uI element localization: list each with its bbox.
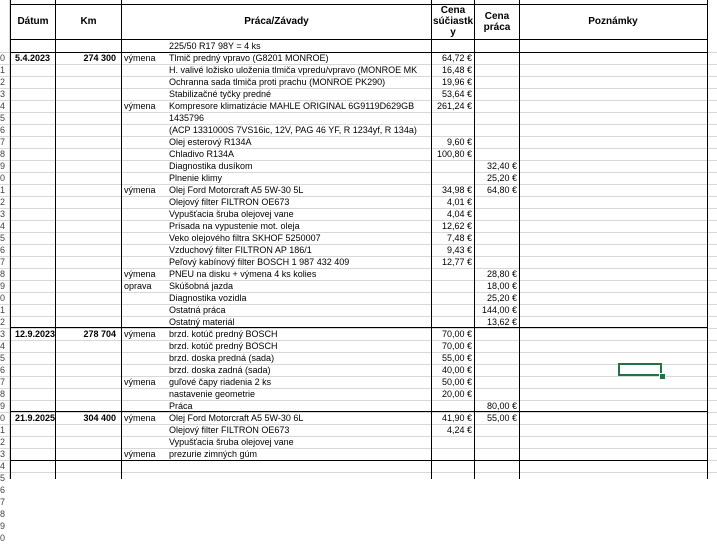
cell-praca[interactable]: Vzduchový filter FILTRON AP 186/1	[169, 245, 312, 255]
row-header[interactable]: 2	[0, 437, 6, 447]
cell-datum[interactable]: 12.9.2023	[15, 329, 56, 339]
header-cena-praca	[475, 11, 519, 33]
cell-praca[interactable]: Chladivo R134A	[169, 149, 235, 159]
cell-praca[interactable]: Vypušťacia šruba olejovej vane	[169, 209, 294, 219]
row-header[interactable]: 5	[0, 353, 6, 363]
cell-praca[interactable]: Diagnostika vozidla	[169, 293, 247, 303]
row-header[interactable]: 1	[0, 425, 6, 435]
cell-praca[interactable]: 1435796	[169, 113, 205, 123]
row-header[interactable]: 8	[0, 269, 6, 279]
cell-praca[interactable]: (ACP 1331000S 7VS16ic, 12V, PAG 46 YF, R 1234yf, R 134a)	[169, 125, 417, 135]
row-header[interactable]: 8	[0, 389, 6, 399]
cell-praca[interactable]: brzd. kotúč predný BOSCH	[169, 341, 278, 351]
gridline-row	[0, 472, 717, 473]
row-header[interactable]: 6	[0, 245, 6, 255]
cell-cena-suciastky[interactable]: 41,90 €	[441, 413, 472, 423]
row-header[interactable]: 9	[0, 521, 6, 531]
cell-praca[interactable]: Olej Ford Motorcraft A5 5W-30 6L	[169, 413, 304, 423]
row-header[interactable]: 2	[0, 197, 6, 207]
cell-action[interactable]: výmena	[124, 185, 156, 195]
cell-praca[interactable]: Tlmič predný vpravo (G8201 MONROE)	[169, 53, 329, 63]
row-header[interactable]: 2	[0, 77, 6, 87]
row-header[interactable]: 8	[0, 509, 6, 519]
row-header[interactable]: 0	[0, 53, 6, 63]
cell-praca[interactable]: Ochranna sada tlmiča proti prachu (MONROE PK290)	[169, 77, 386, 87]
cell-km[interactable]: 274 300	[83, 53, 116, 63]
table-border-top	[10, 4, 707, 5]
row-header[interactable]: 0	[0, 293, 6, 303]
row-header[interactable]: 7	[0, 497, 6, 507]
row-header[interactable]: 5	[0, 233, 6, 243]
table-border-vertical	[431, 0, 432, 479]
table-border-group	[10, 460, 707, 461]
cell-praca[interactable]: Veko olejového filtra SKHOF 5250007	[169, 233, 321, 243]
table-border-vertical	[474, 0, 475, 479]
header-km: Km	[80, 16, 97, 27]
row-header[interactable]: 1	[0, 185, 6, 195]
cell-praca[interactable]: Prísada na vypustenie mot. oleja	[169, 221, 300, 231]
cell-praca[interactable]: brzd. doska zadná (sada)	[169, 365, 271, 375]
cell-praca[interactable]: PNEU na disku + výmena 4 ks kolies	[169, 269, 317, 279]
header-cena-suciastky-line1: Cena	[440, 5, 466, 16]
row-header[interactable]: 5	[0, 113, 6, 123]
cell-praca[interactable]: Diagnostika dusíkom	[169, 161, 253, 171]
row-header[interactable]: 1	[0, 305, 6, 315]
header-cena-praca-line2: práca	[483, 22, 511, 33]
row-header[interactable]: 8	[0, 149, 6, 159]
cell-action[interactable]: výmena	[124, 329, 156, 339]
cell-datum[interactable]: 5.4.2023	[15, 53, 51, 63]
cell-action[interactable]: výmena	[124, 101, 156, 111]
cell-cena-suciastky[interactable]: 20,00 €	[441, 389, 472, 399]
row-header[interactable]: 3	[0, 209, 6, 219]
table-border-vertical	[707, 0, 708, 479]
cell-action[interactable]: výmena	[124, 377, 156, 387]
cell-cena-praca[interactable]: 32,40 €	[486, 161, 517, 171]
cell-praca[interactable]: Práca	[169, 401, 193, 411]
row-header[interactable]: 4	[0, 461, 6, 471]
row-header[interactable]: 1	[0, 65, 6, 75]
cell-cena-suciastky[interactable]: 12,77 €	[441, 257, 472, 267]
row-header[interactable]: 9	[0, 161, 6, 171]
row-header[interactable]: 4	[0, 221, 6, 231]
row-header[interactable]: 0	[0, 413, 6, 423]
cell-cena-praca[interactable]: 80,00 €	[486, 401, 517, 411]
cell-praca[interactable]: brzd. doska predná (sada)	[169, 353, 275, 363]
cell-cena-praca[interactable]: 64,80 €	[486, 185, 517, 195]
cell-km[interactable]: 304 400	[83, 413, 116, 423]
cell-praca[interactable]: Stabilizačné tyčky predné	[169, 89, 272, 99]
cell-praca[interactable]: Kompresore klimatizácie MAHLE ORIGINAL 6G9119D629GB	[169, 101, 415, 111]
row-header[interactable]: 4	[0, 341, 6, 351]
header-cena-praca-line1: Cena	[484, 11, 510, 22]
cell-cena-suciastky[interactable]: 50,00 €	[441, 377, 472, 387]
row-header[interactable]: 6	[0, 485, 6, 495]
cell-cena-suciastky[interactable]: 55,00 €	[441, 353, 472, 363]
cell-cena-praca[interactable]: 25,20 €	[486, 293, 517, 303]
header-cena-suciastky-line3: y	[450, 27, 456, 38]
cell-praca[interactable]: Olej esterový R134A	[169, 137, 252, 147]
cell-praca[interactable]: brzd. kotúč predný BOSCH	[169, 329, 278, 339]
header-praca-zavady: Práca/Závady	[244, 16, 309, 27]
row-header[interactable]: 0	[0, 173, 6, 183]
cell-praca[interactable]: Olejový filter FILTRON OE673	[169, 425, 290, 435]
cell-cena-suciastky[interactable]: 40,00 €	[441, 365, 472, 375]
cell-praca[interactable]: Ostatný materiál	[169, 317, 235, 327]
cell-praca[interactable]: Olejový filter FILTRON OE673	[169, 197, 290, 207]
cell-praca[interactable]: Ostatná práca	[169, 305, 226, 315]
selected-cell[interactable]	[618, 363, 662, 376]
row-header[interactable]: 7	[0, 257, 6, 267]
cell-km[interactable]: 278 704	[83, 329, 116, 339]
row-header[interactable]: 4	[0, 101, 6, 111]
table-border-vertical	[519, 0, 520, 479]
row-header[interactable]: 5	[0, 473, 6, 483]
row-header[interactable]: 7	[0, 377, 6, 387]
cell-action[interactable]: výmena	[124, 269, 156, 279]
table-border-vertical	[10, 0, 11, 479]
cell-cena-praca[interactable]: 55,00 €	[486, 413, 517, 423]
row-header[interactable]: 3	[0, 89, 6, 99]
cell-cena-praca[interactable]: 28,80 €	[486, 269, 517, 279]
cell-cena-suciastky[interactable]: 4,01 €	[446, 197, 472, 207]
cell-cena-praca[interactable]: 13,62 €	[486, 317, 517, 327]
cell-praca[interactable]: H. valivé ložisko uloženia tlmiča vpredu/vpravo (MONROE MK	[169, 65, 418, 75]
row-header[interactable]: 6	[0, 365, 6, 375]
cell-action[interactable]: oprava	[124, 281, 152, 291]
cell-cena-suciastky[interactable]: 9,43 €	[446, 245, 472, 255]
row-header[interactable]: 3	[0, 329, 6, 339]
cell-cena-suciastky[interactable]: 53,64 €	[441, 89, 472, 99]
cell-cena-suciastky[interactable]: 261,24 €	[436, 101, 472, 111]
row-header[interactable]: 7	[0, 137, 6, 147]
cell-cena-suciastky[interactable]: 4,04 €	[446, 209, 472, 219]
cell-praca[interactable]: guľové čapy riadenia 2 ks	[169, 377, 272, 387]
cell-cena-praca[interactable]: 144,00 €	[481, 305, 517, 315]
header-cena-suciastky-line2: súčiastk	[432, 16, 474, 27]
cell-praca[interactable]: Skúšobná jazda	[169, 281, 234, 291]
cell-cena-suciastky[interactable]: 100,80 €	[436, 149, 472, 159]
cell-cena-suciastky[interactable]: 9,60 €	[446, 137, 472, 147]
row-header[interactable]: 6	[0, 125, 6, 135]
cell-cena-suciastky[interactable]: 64,72 €	[441, 53, 472, 63]
cell-cena-suciastky[interactable]: 16,48 €	[441, 65, 472, 75]
row-header[interactable]: 3	[0, 449, 6, 459]
cell-praca[interactable]: 225/50 R17 98Y = 4 ks	[169, 41, 261, 51]
cell-cena-praca[interactable]: 18,00 €	[486, 281, 517, 291]
cell-cena-praca[interactable]: 25,20 €	[486, 173, 517, 183]
cell-praca[interactable]: nastavenie geometrie	[169, 389, 256, 399]
cell-action[interactable]: výmena	[124, 413, 156, 423]
cell-cena-suciastky[interactable]: 7,48 €	[446, 233, 472, 243]
cell-datum[interactable]: 21.9.2025	[15, 413, 56, 423]
cell-cena-suciastky[interactable]: 12,62 €	[441, 221, 472, 231]
row-header[interactable]: 2	[0, 317, 6, 327]
row-header[interactable]: 9	[0, 401, 6, 411]
table-border-vertical	[55, 0, 56, 479]
cell-praca[interactable]: Vypušťacia šruba olejovej vane	[169, 437, 294, 447]
table-border-vertical	[121, 0, 122, 479]
cell-cena-suciastky[interactable]: 70,00 €	[441, 341, 472, 351]
cell-cena-suciastky[interactable]: 70,00 €	[441, 329, 472, 339]
cell-action[interactable]: výmena	[124, 449, 156, 459]
cell-action[interactable]: výmena	[124, 53, 156, 63]
cell-praca[interactable]: Plnenie klimy	[169, 173, 223, 183]
cell-praca[interactable]: prezurie zimných gúm	[169, 449, 258, 459]
row-header[interactable]: 0	[0, 533, 6, 543]
cell-cena-suciastky[interactable]: 19,96 €	[441, 77, 472, 87]
header-datum: Dátum	[17, 16, 49, 27]
header-cena-suciastky	[432, 5, 474, 38]
row-header[interactable]: 9	[0, 281, 6, 291]
cell-praca[interactable]: Olej Ford Motorcraft A5 5W-30 5L	[169, 185, 304, 195]
cell-cena-suciastky[interactable]: 4,24 €	[446, 425, 472, 435]
header-poznamky: Poznámky	[588, 16, 638, 27]
cell-praca[interactable]: Peľový kabínový filter BOSCH 1 987 432 409	[169, 257, 350, 267]
fill-handle[interactable]	[659, 373, 666, 380]
cell-cena-suciastky[interactable]: 34,98 €	[441, 185, 472, 195]
